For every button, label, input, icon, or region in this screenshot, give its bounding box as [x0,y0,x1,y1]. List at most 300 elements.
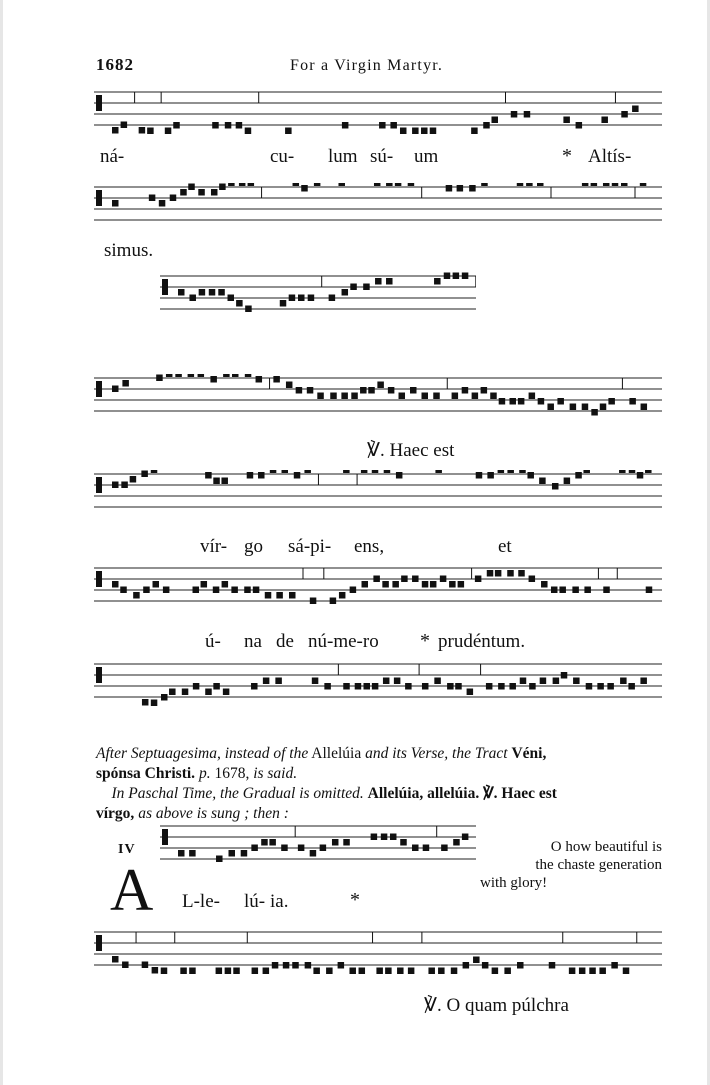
asterisk: * [350,889,360,911]
neume-note [251,845,258,852]
neume-note [193,683,200,690]
neume-note [245,128,252,135]
neume-note [156,375,163,382]
neume-note [121,122,128,129]
neume-note [199,289,206,296]
chant-staff-2 [94,183,662,229]
neume-note [314,183,321,186]
neume-note [289,592,296,599]
staff-graphic [160,272,476,318]
neume-note [458,581,465,588]
neume-note [637,472,644,479]
clef [96,667,102,683]
neume-note [368,387,375,394]
neume-note [281,845,288,852]
neume-note [312,678,319,685]
neume-note [241,850,248,857]
neume-note [408,968,415,975]
neume-note [576,122,583,129]
neume-note [193,587,200,594]
neume-note [490,393,497,400]
translation [480,838,662,892]
neume-note [457,185,464,192]
neume-note [225,968,232,975]
neume-note [338,962,345,969]
neume-note [175,374,182,377]
lyric-syllable: et [498,536,512,557]
neume-note [343,683,350,690]
neume-note [499,398,506,405]
neume-note [629,470,636,473]
neume-note [209,289,216,296]
neume-note [141,471,148,478]
lyric-syllable: L-le- [182,891,220,912]
neume-note [248,183,255,186]
neume-note [142,962,149,969]
neume-note [182,689,189,696]
chant-staff-8 [160,822,476,868]
neume-note [210,376,217,383]
neume-note [298,845,305,852]
neume-note [216,856,223,863]
neume-note [467,689,474,696]
neume-note [173,122,180,129]
neume-note [483,122,490,129]
clef [162,279,168,295]
neume-note [441,845,448,852]
neume-note [205,472,212,479]
neume-note [573,678,580,685]
neume-note [275,678,282,685]
neume-note [349,968,356,975]
neume-note [591,409,598,416]
staff-graphic [94,470,662,516]
neume-note [350,284,357,291]
neume-note [552,483,559,490]
neume-note [540,678,547,685]
neume-note [449,581,456,588]
neume-note [412,845,419,852]
neume-note [112,581,119,588]
neume-note [163,587,170,594]
neume-note [198,189,205,196]
lyric-syllable: prudéntum. [438,631,526,652]
neume-note [482,962,489,969]
neume-note [381,834,388,841]
neume-note [253,587,260,594]
lyric-syllable: de [276,631,294,652]
translation-line: with glory! [480,875,548,891]
neume-note [481,183,488,186]
neume-note [491,117,498,124]
neume-note [453,839,460,846]
neume-note [330,393,337,400]
neume-note [549,962,556,969]
neume-note [159,200,166,207]
neume-note [640,678,647,685]
neume-note [410,387,417,394]
neume-note [608,398,615,405]
neume-note [133,592,140,599]
clef [96,190,102,206]
neume-note [251,683,257,690]
neume-note [293,183,300,186]
neume-note [400,128,407,135]
neume-note [434,278,441,285]
neume-note [471,128,478,135]
neume-note [112,482,119,489]
neume-note [360,387,367,394]
neume-note [412,576,419,583]
neume-note [151,700,158,707]
neume-note [223,689,230,696]
neume-note [586,683,593,690]
neume-note [143,587,150,594]
neume-note [538,398,545,405]
neume-note [225,122,232,129]
neume-note [623,968,630,975]
neume-note [597,683,604,690]
neume-note [428,968,435,975]
neume-note [561,672,568,679]
neume-note [361,470,368,473]
neume-note [621,183,628,186]
neume-note [507,470,514,473]
lyric-syllable: sá-pi- [288,536,332,557]
neume-note [112,127,119,134]
rubric-bold: vírgo, [96,805,135,822]
neume-note [233,968,240,975]
neume-note [481,387,488,394]
neume-note [629,398,636,405]
neume-note [374,183,381,186]
neume-note [529,576,536,583]
neume-note [433,393,440,400]
neume-note [213,587,220,594]
verse-incipit: ℣. O quam púlchra [424,995,569,1016]
neume-note [372,683,379,690]
neume-note [310,850,317,857]
neume-note [211,189,218,196]
neume-note [276,592,283,599]
neume-note [363,683,370,690]
neume-note [212,122,219,129]
neume-note [216,968,223,975]
lyric-syllable: ná- [100,146,125,167]
lyric-syllable: ens, [354,536,385,557]
neume-note [139,127,146,134]
neume-note [564,478,571,485]
neume-note [524,111,531,118]
neume-note [611,962,618,969]
neume-note [447,683,454,690]
rubric-italic: is said. [253,765,298,782]
neume-note [607,683,614,690]
neume-note [166,374,173,377]
clef [96,477,102,493]
neume-note [289,295,296,302]
neume-note [317,393,324,400]
neume-note [589,968,596,975]
lyric-syllable: ia. [270,891,289,912]
neume-note [621,111,628,118]
neume-note [286,382,293,389]
neume-note [269,839,276,846]
neume-note [520,678,527,685]
neume-note [492,968,499,975]
rubric-text: 1678, [214,765,250,782]
neume-note [218,289,225,296]
neume-note [412,128,419,135]
neume-note [444,273,451,280]
neume-note [582,183,589,186]
staff-graphic [94,564,662,610]
neume-note [377,382,384,389]
neume-note [517,962,524,969]
neume-note [541,581,548,588]
staff-graphic [94,88,662,134]
neume-note [486,683,493,690]
neume-note [161,968,168,975]
neume-note [222,581,229,588]
neume-note [507,570,513,577]
clef [96,381,102,397]
neume-note [462,273,469,280]
neume-note [153,581,160,588]
mode-number: IV [118,842,136,857]
lyric-syllable: vír- [200,536,228,557]
lyric-syllable: um [414,146,439,167]
lyric-syllable: simus. [104,240,154,261]
neume-note [228,295,235,302]
neume-note [375,278,382,285]
neume-note [579,968,586,975]
lyric-syllable: go [244,536,263,557]
rubric-bold: Véni, [511,745,547,762]
neume-note [394,678,401,685]
neume-note [232,374,239,377]
neume-note [384,470,391,473]
neume-note [583,470,590,473]
neume-note [332,839,339,846]
asterisk: * [420,630,430,652]
neume-note [451,968,458,975]
neume-note [252,968,258,975]
neume-note [245,306,252,313]
neume-note [640,183,647,186]
neume-note [229,850,236,857]
neume-note [122,962,129,969]
neume-note [189,850,195,857]
neume-note [472,393,479,400]
translation-line: the chaste generation [535,857,662,873]
neume-note [228,183,235,186]
neume-note [551,587,558,594]
neume-note [632,106,639,113]
neume-note [584,587,591,594]
neume-note [261,839,268,846]
neume-note [385,968,392,975]
neume-note [603,183,610,186]
neume-note [112,956,119,963]
staff-graphic [94,374,662,420]
neume-note [421,128,428,135]
translation-line: O how beautiful is [550,839,662,855]
neume-note [526,183,533,186]
neume-note [152,967,159,974]
rubric-bold: Allelúia, allelúia. ℣. Haec est [367,785,557,802]
neume-note [430,581,437,588]
neume-note [265,592,272,599]
neume-note [294,472,301,479]
chant-staff-1 [94,88,662,134]
neume-note [188,374,195,377]
neume-note [539,478,546,485]
neume-note [120,587,127,594]
neume-note [379,122,386,129]
neume-note [258,472,265,479]
neume-note [273,376,280,383]
rubric-paschal [96,784,666,824]
neume-note [298,295,305,302]
neume-note [572,587,579,594]
neume-note [455,683,462,690]
staff-graphic [94,660,662,706]
clef [96,571,102,587]
neume-note [570,404,577,411]
lyric-syllable: ú- [205,631,221,652]
neume-note [452,393,459,400]
neume-note [189,295,196,302]
neume-note [339,592,346,599]
neume-note [326,968,333,975]
neume-note [421,393,428,400]
neume-note [462,387,469,394]
page-edge-left [0,0,3,1085]
neume-note [343,470,350,473]
neume-note [527,472,534,479]
neume-note [244,587,251,594]
neume-note [350,587,357,594]
neume-note [603,587,610,594]
clef [96,935,102,951]
neume-note [498,683,505,690]
neume-note [529,683,536,690]
neume-note [263,678,270,685]
neume-note [582,404,589,411]
lyric-syllable: lum [328,146,358,167]
neume-note [600,404,607,411]
rubric-italic: After Septuagesima, instead of the [96,745,309,762]
rubric-italic: as above is sung ; then : [138,805,289,822]
neume-note [446,185,453,192]
neume-note [518,398,525,405]
neume-note [362,581,369,588]
neume-note [296,387,303,394]
neume-note [201,581,208,588]
neume-note [434,678,441,685]
lyric-syllable: lú- [244,891,266,912]
neume-note [383,678,390,685]
neume-note [308,295,315,302]
neume-note [390,834,397,841]
neume-note [519,470,526,473]
neume-note [355,683,362,690]
neume-note [351,393,358,400]
neume-note [498,470,505,473]
neume-note [221,478,228,485]
neume-note [282,470,289,473]
neume-note [392,581,399,588]
page-number: 1682 [96,55,134,74]
neume-note [628,683,635,690]
neume-note [376,968,383,975]
lyric-syllable: nú-me-ro [308,631,379,652]
neume-note [399,393,406,400]
clef [162,829,168,845]
neume-note [180,968,187,975]
neume-note [395,183,402,186]
rubric-bold: spónsa Christi. [96,765,196,782]
neume-note [408,183,415,186]
neume-note [487,570,494,577]
staff-graphic [94,183,662,229]
neume-note [517,183,524,186]
neume-note [169,689,176,696]
neume-note [130,476,137,483]
rubric-septuagesima [96,744,666,784]
neume-note [122,380,129,387]
neume-note [170,195,177,202]
lyric-syllable: cu- [270,146,295,167]
neume-note [386,278,393,285]
neume-note [205,689,212,696]
chant-staff-6 [94,564,662,610]
neume-note [504,968,511,975]
neume-note [292,962,299,969]
chant-staff-5 [94,470,662,516]
neume-note [569,968,576,975]
neume-note [313,968,320,975]
neume-note [390,122,397,129]
neume-note [547,404,554,411]
neume-note [475,576,482,583]
lyric-syllable: na [244,631,262,652]
clef [96,95,102,111]
neume-note [359,968,366,975]
neume-note [112,386,119,393]
neume-note [161,694,168,701]
neume-note [304,470,311,473]
neume-note [343,839,350,846]
neume-note [283,962,290,969]
neume-note [487,472,494,479]
neume-note [165,128,172,135]
neume-note [423,845,430,852]
neume-note [330,598,337,605]
neume-note [363,284,370,291]
neume-note [440,576,447,583]
neume-note [405,683,412,690]
neume-note [537,183,544,186]
neume-note [553,678,560,685]
lyric-syllable: Altís- [588,146,632,167]
neume-note [329,295,336,302]
lyric-syllable: sú- [370,146,394,167]
neume-note [285,128,292,135]
neume-note [310,598,317,605]
neume-note [373,576,380,583]
